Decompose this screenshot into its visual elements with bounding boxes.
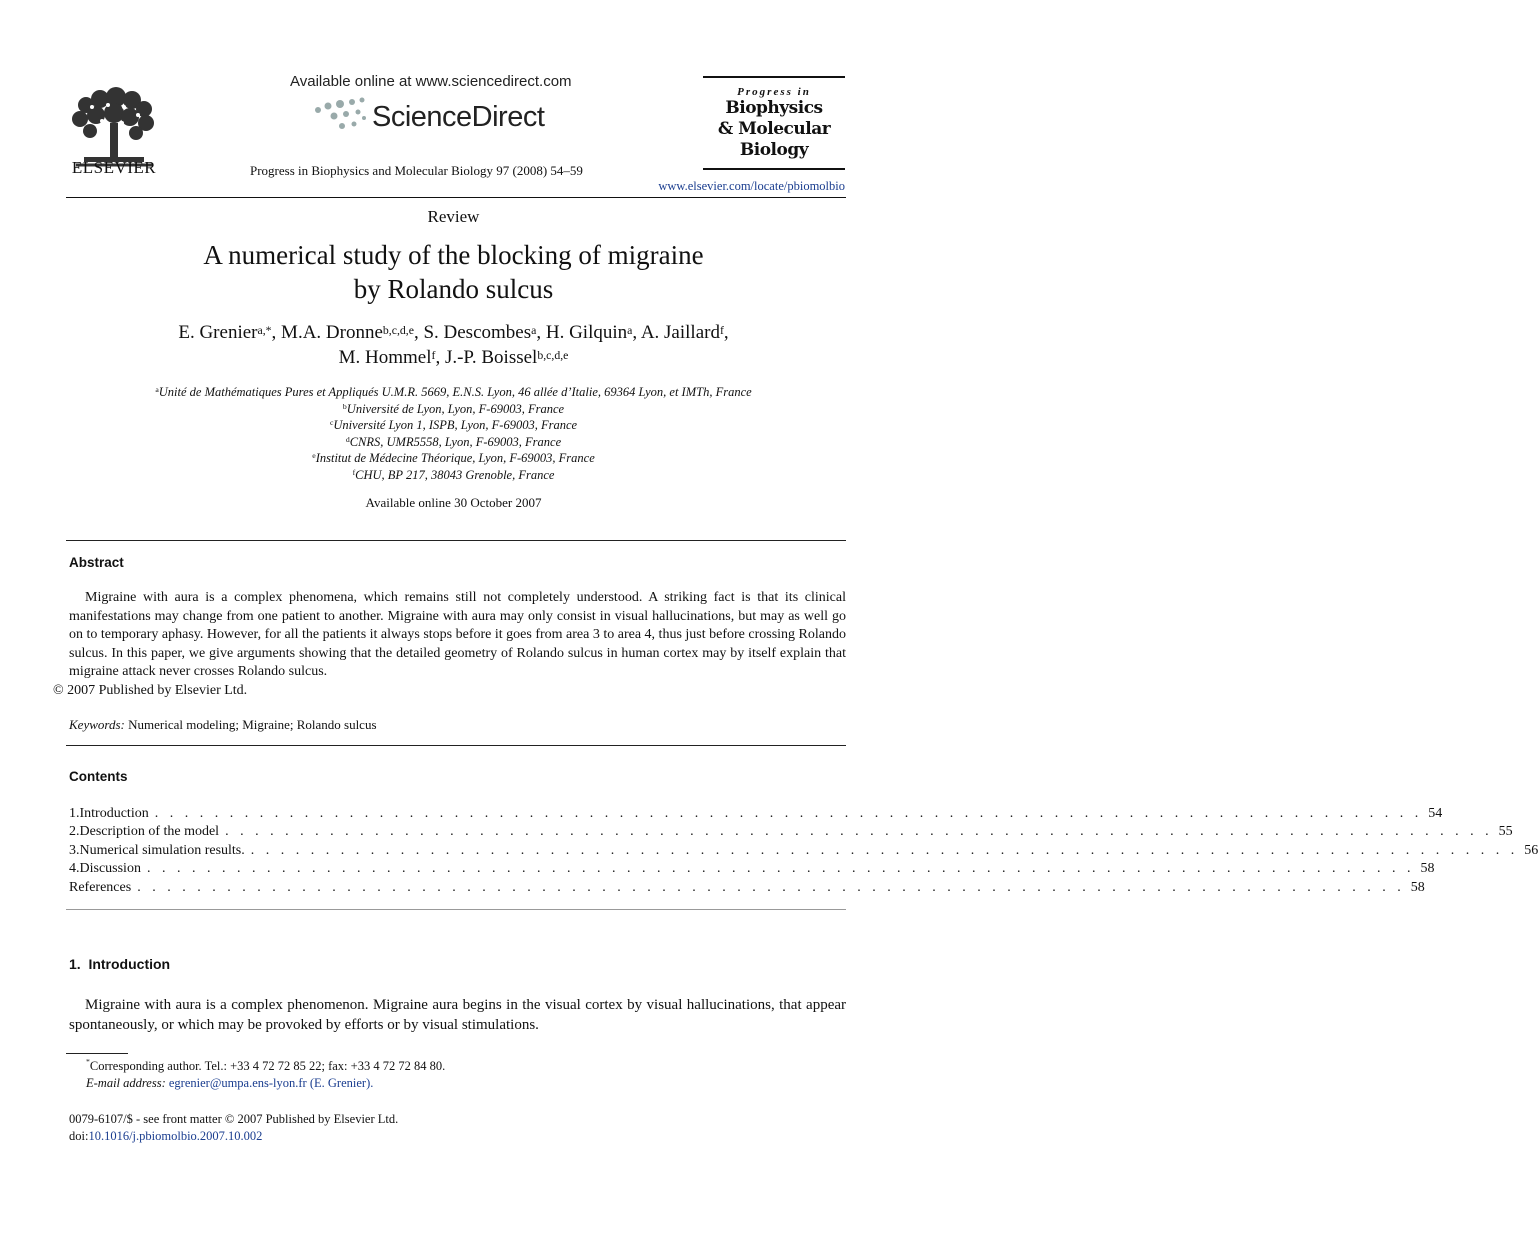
- author-name[interactable]: M.A. Dronne: [281, 322, 383, 343]
- email-footnote: [86, 1076, 373, 1091]
- toc-entry[interactable]: 3. Numerical simulation results. . . . . . . . . . . . . . . . . . . . . . . . . . . . . . . . . . . . . . . . . . . . . . . . . . . . . . . . . . . . . . . . . . . . . . . . . . . . . . . . . . . . . . 56: [69, 842, 1538, 858]
- journal-url-link[interactable]: www.elsevier.com/locate/pbiomolbio: [658, 179, 845, 193]
- toc-page: 56: [1524, 842, 1538, 858]
- introduction-text: Migraine with aura is a complex phenomenon. Migraine aura begins in the visual cortex by visual hallucinations, that appear spontaneously, or which may be provoked by efforts or by visual stimulations.: [69, 997, 846, 1033]
- author-name[interactable]: M. Hommel: [338, 347, 432, 368]
- publisher-name: ELSEVIER: [71, 158, 157, 177]
- toc-entry[interactable]: [69, 879, 1425, 898]
- footnote-rule: [66, 1053, 128, 1054]
- title-line-2: by Rolando sulcus: [353, 274, 554, 304]
- author-sup: a: [627, 323, 633, 337]
- article-type: Review: [427, 207, 480, 226]
- title-line-1: A numerical study of the blocking of migraine: [203, 240, 704, 270]
- affiliation: $^f$CHU, BP 217, 38043 Grenoble, France: [352, 467, 555, 482]
- email-label: E-mail address:: [86, 1076, 166, 1090]
- contents-heading: Contents: [69, 769, 128, 784]
- toc-entry[interactable]: 4. Discussion . . . . . . . . . . . . . . . . . . . . . . . . . . . . . . . . . . . . . . . . . . . . . . . . . . . . . . . . . . . . . . . . . . . . . . . . . . . . . . . . . . . . . 58: [69, 861, 1435, 877]
- toc-leader: . . . . . . . . . . . . . . . . . . . . . . . . . . . . . . . . . . . . . . . . . . . . . . . . . . . . . . . . . . . . . . . . . . . . . . . . . . . . . . . . . . . . .: [154, 806, 1423, 821]
- toc-page: 55: [1498, 824, 1513, 840]
- author-name[interactable]: H. Gilquin: [545, 322, 628, 343]
- doi-link[interactable]: 10.1016/j.pbiomolbio.2007.10.002: [88, 1129, 263, 1143]
- toc-title[interactable]: Numerical simulation results.: [79, 842, 245, 858]
- toc-title[interactable]: Description of the model: [79, 824, 220, 840]
- journal-box-line1: Biophysics: [725, 98, 823, 118]
- keywords-text: Numerical modeling; Migraine; Rolando sulcus: [128, 717, 377, 732]
- available-date: Available online 30 October 2007: [365, 495, 542, 510]
- abstract-copyright: © 2007 Published by Elsevier Ltd.: [53, 682, 248, 698]
- toc-leader: . . . . . . . . . . . . . . . . . . . . . . . . . . . . . . . . . . . . . . . . . . . . . . . . . . . . . . . . . . . . . . . . . . . . . . . . . . . . . . . . . . . . .: [250, 842, 1519, 858]
- author-name[interactable]: S. Descombes: [423, 322, 532, 343]
- sciencedirect-dots-icon: [314, 96, 372, 136]
- author-name[interactable]: E. Grenier: [178, 322, 258, 343]
- toc-leader: . . . . . . . . . . . . . . . . . . . . . . . . . . . . . . . . . . . . . . . . . . . . . . . . . . . . . . . . . . . . . . . . . . . . . . . . . . . . . . . . . . . . .: [146, 861, 1415, 877]
- author-sup: a,*: [257, 323, 272, 337]
- author-name[interactable]: J.-P. Boissel: [444, 347, 538, 368]
- toc-page: 58: [1410, 879, 1425, 895]
- table-of-contents: [69, 806, 1538, 898]
- journal-citation: Progress in Biophysics and Molecular Biology 97 (2008) 54–59: [250, 163, 583, 178]
- toc-page: 58: [1420, 861, 1435, 877]
- email-link[interactable]: egrenier@umpa.ens-lyon.fr (E. Grenier).: [168, 1076, 374, 1090]
- corresponding-footnote: *Corresponding author. Tel.: +33 4 72 72 85 22; fax: +33 4 72 72 84 80.: [86, 1057, 446, 1073]
- doi-label: doi:: [69, 1129, 89, 1143]
- abstract-bottom-rule: [66, 745, 846, 746]
- toc-entry[interactable]: 1. Introduction . . . . . . . . . . . . . . . . . . . . . . . . . . . . . . . . . . . . . . . . . . . . . . . . . . . . . . . . . . . . . . . . . . . . . . . . . . . . . . . . . . . . . 54: [69, 806, 1443, 821]
- section-heading-introduction: 1. Introduction: [69, 956, 171, 972]
- affiliation: $^d$CNRS, UMR5558, Lyon, F-69003, France: [345, 434, 562, 449]
- journal-box-line2: & Molecular: [717, 119, 831, 139]
- affiliation: $^a$Unité de Mathématiques Pures et Appliqués U.M.R. 5669, E.N.S. Lyon, 46 allée d’Italie, 69364 Lyon, et IMTh, France: [155, 385, 752, 399]
- toc-entry[interactable]: 2. Description of the model . . . . . . . . . . . . . . . . . . . . . . . . . . . . . . . . . . . . . . . . . . . . . . . . . . . . . . . . . . . . . . . . . . . . . . . . . . . . . . . . . . . . . 55: [69, 824, 1513, 840]
- available-online[interactable]: Available online at www.sciencedirect.com: [290, 73, 572, 90]
- author-list: E. Grenier$^{a,*}$, M.A. Dronne$^{b,c,d,e}$, S. Descombes$^a$, H. Gilquin$^a$, A. Jaillard$^f$, M. Hommel$^f$, J.-P. Boissel$^{b,c,d,e}$: [178, 322, 729, 368]
- sciencedirect-wordmark: ScienceDirect: [372, 101, 545, 133]
- affiliation: $^c$Université Lyon 1, ISPB, Lyon, F-69003, France: [329, 418, 578, 432]
- journal-box-line3: Biology: [739, 140, 809, 160]
- issn-line: 0079-6107/$ - see front matter © 2007 Published by Elsevier Ltd.: [69, 1112, 399, 1126]
- affiliation: $^e$Institut de Médecine Théorique, Lyon, F-69003, France: [312, 451, 595, 465]
- toc-title[interactable]: Discussion: [79, 861, 141, 877]
- keywords: [69, 717, 377, 733]
- author-name[interactable]: A. Jaillard: [640, 322, 720, 343]
- header-rule: [66, 197, 846, 198]
- affiliation: $^b$Université de Lyon, Lyon, F-69003, France: [342, 401, 565, 416]
- author-sup: b,c,d,e: [382, 323, 414, 337]
- abstract-text: Migraine with aura is a complex phenomena, which remains still not completely understood. A striking fact is that its clinical manifestations may change from one patient to another. Migraine with aura may only consist in visual hallucinations, but may as well go on to temporary aphasy. However, for all the patients it always stops before it goes from area 3 to area 4, thus just before crossing Rolando sulcus. In this paper, we give arguments showing that the detailed geometry of Rolando sulcus in human cortex may by itself explain that migraine attack never crosses Rolando sulcus.: [69, 590, 846, 680]
- toc-title[interactable]: Introduction: [79, 806, 149, 821]
- doi-line: [69, 1129, 262, 1144]
- toc-leader: . . . . . . . . . . . . . . . . . . . . . . . . . . . . . . . . . . . . . . . . . . . . . . . . . . . . . . . . . . . . . . . . . . . . . . . . . . . . . . . . . . . . .: [225, 824, 1493, 840]
- contents-bottom-rule: [66, 909, 846, 910]
- abstract-body: [53, 589, 846, 701]
- author-sup: b,c,d,e: [537, 348, 569, 362]
- journal-cover-box: [703, 76, 845, 170]
- toc-title[interactable]: References: [69, 879, 132, 895]
- keywords-label: Keywords:: [69, 717, 125, 732]
- article-title: [100, 238, 807, 306]
- toc-page: 54: [1428, 806, 1443, 821]
- author-sup: a: [531, 323, 537, 337]
- abstract-top-rule: [66, 540, 846, 541]
- author-sup: f: [431, 348, 436, 362]
- toc-leader: . . . . . . . . . . . . . . . . . . . . . . . . . . . . . . . . . . . . . . . . . . . . . . . . . . . . . . . . . . . . . . . . . . . . . . . . . . . . . . . . . . . . .: [137, 879, 1405, 895]
- journal-box-small: Progress in: [737, 86, 811, 98]
- abstract-heading: Abstract: [69, 555, 124, 570]
- affiliations: [60, 384, 847, 483]
- author-sup: f: [719, 323, 724, 337]
